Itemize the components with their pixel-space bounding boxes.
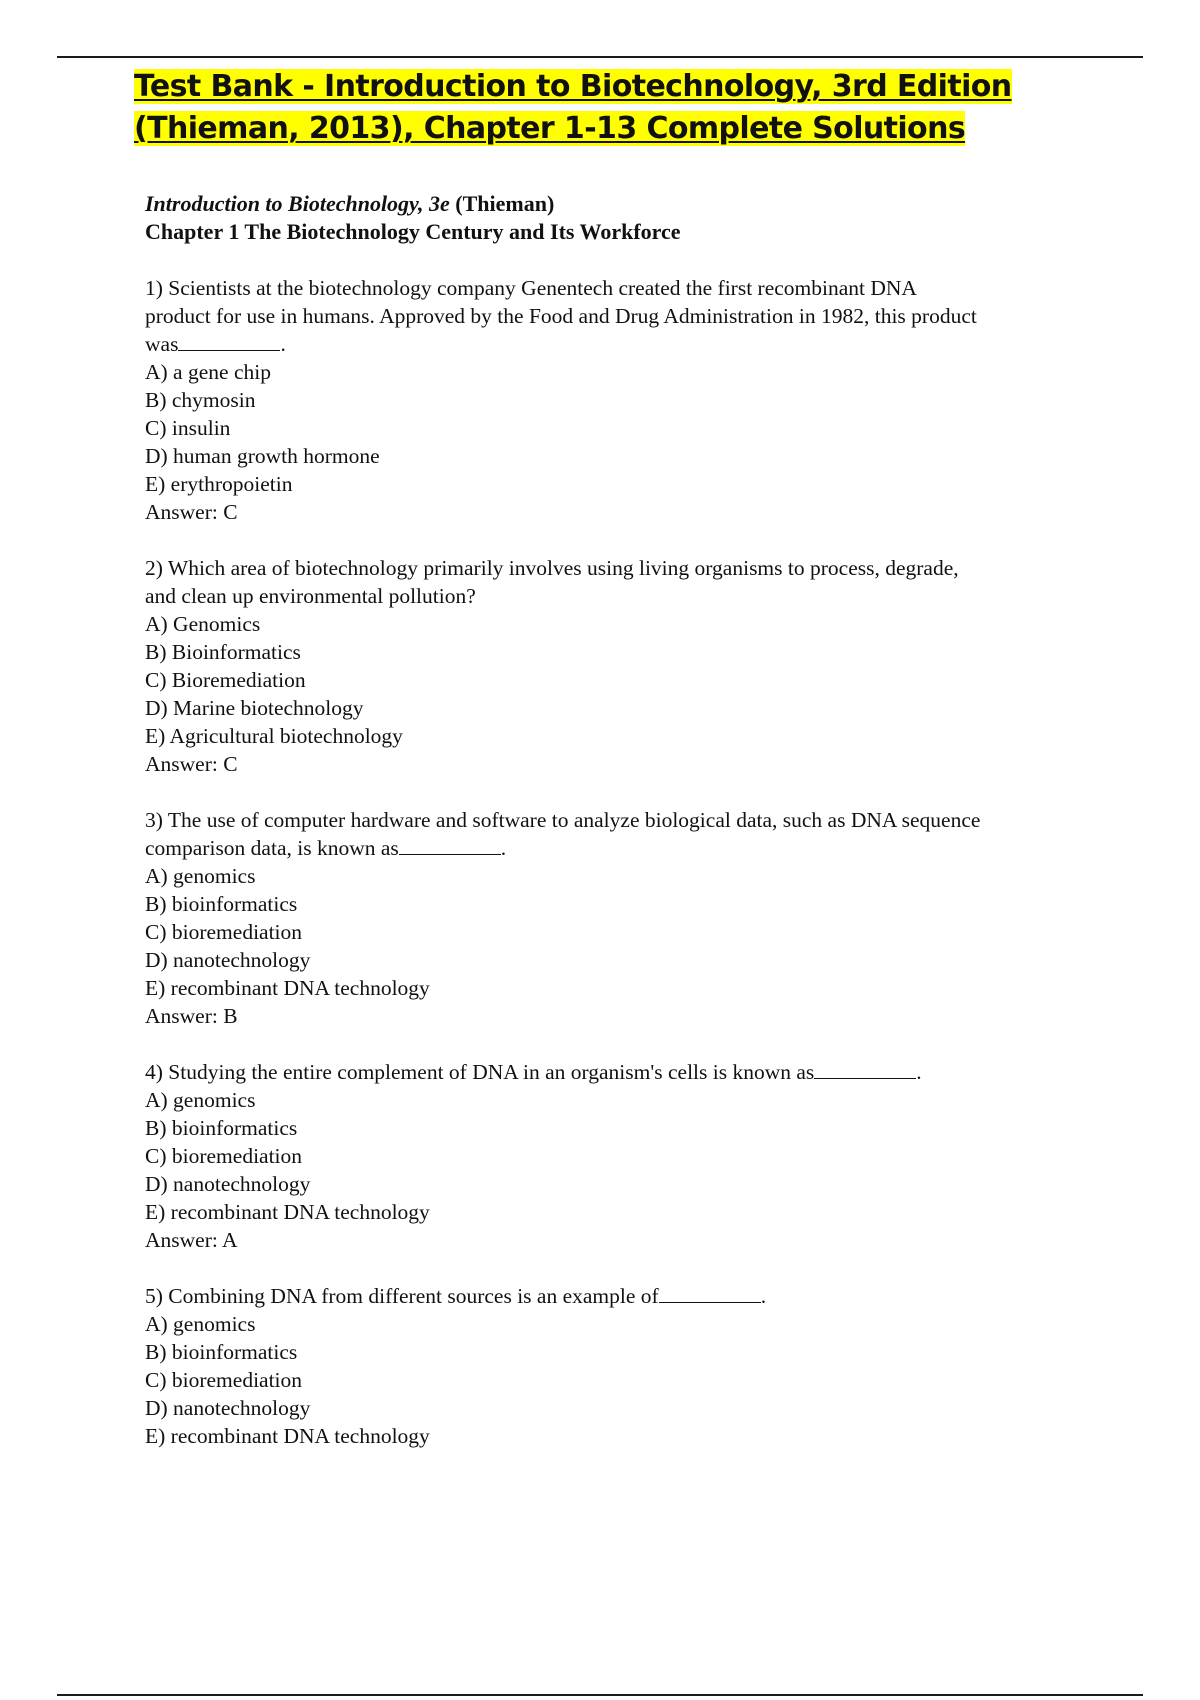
question-3 (145, 806, 1105, 1030)
book-author: (Thieman) (449, 191, 555, 216)
question-stem-line (145, 1282, 1105, 1310)
option-c: C) Bioremediation (145, 668, 306, 692)
top-rule (57, 56, 1143, 58)
question-5 (145, 1282, 1105, 1450)
option-a: A) genomics (145, 864, 256, 888)
title-line-2: (Thieman, 2013), Chapter 1-13 Complete Solutions (134, 111, 966, 146)
option-e: E) recombinant DNA technology (145, 1200, 430, 1224)
option-d: D) nanotechnology (145, 1172, 311, 1196)
answer-blank (178, 332, 280, 351)
option-e: E) erythropoietin (145, 472, 293, 496)
question-4 (145, 1058, 1105, 1254)
option-c: C) bioremediation (145, 1368, 303, 1392)
document-title (134, 66, 1134, 150)
question-stem-line: product for use in humans. Approved by the Food and Drug Administration in 1982, this product (145, 304, 977, 328)
option-a: A) a gene chip (145, 360, 271, 384)
question-stem-line (145, 1058, 1105, 1086)
option-b: B) Bioinformatics (145, 640, 301, 664)
question-1 (145, 274, 1105, 526)
answer-key: Answer: A (145, 1228, 238, 1252)
question-stem-line: 2) Which area of biotechnology primarily involves using living organisms to process, degrade, (145, 556, 959, 580)
option-a: A) Genomics (145, 612, 261, 636)
option-b: B) bioinformatics (145, 1116, 298, 1140)
question-stem-text: comparison data, is known as (145, 836, 399, 860)
question-stem-end: . (280, 332, 286, 356)
option-b: B) bioinformatics (145, 892, 298, 916)
option-a: A) genomics (145, 1088, 256, 1112)
document-body (145, 190, 1105, 1450)
option-b: B) chymosin (145, 388, 256, 412)
book-citation (145, 190, 1105, 218)
answer-blank (814, 1060, 916, 1079)
question-2 (145, 554, 1105, 778)
option-c: C) bioremediation (145, 920, 303, 944)
option-c: C) insulin (145, 416, 231, 440)
question-stem-end: . (500, 836, 507, 860)
answer-key: Answer: C (145, 752, 238, 776)
question-stem-end: . (916, 1060, 922, 1084)
question-stem-line: 3) The use of computer hardware and software to analyze biological data, such as DNA sequence (145, 808, 981, 832)
chapter-heading: Chapter 1 The Biotechnology Century and Its Workforce (145, 219, 681, 244)
question-stem-line: 1) Scientists at the biotechnology company Genentech created the first recombinant DNA (145, 276, 917, 300)
question-stem-text: was (145, 332, 179, 356)
option-d: D) nanotechnology (145, 1396, 311, 1420)
question-stem-text: 4) Studying the entire complement of DNA in an organism's cells is known as (145, 1060, 815, 1084)
option-d: D) Marine biotechnology (145, 696, 364, 720)
answer-blank (659, 1284, 761, 1303)
book-title: Introduction to Biotechnology, 3e (145, 191, 450, 216)
question-stem-line (145, 330, 1105, 358)
title-line-1: Test Bank - Introduction to Biotechnology, 3rd Edition (134, 69, 1012, 104)
option-d: D) human growth hormone (145, 444, 380, 468)
option-d: D) nanotechnology (145, 948, 311, 972)
answer-key: Answer: B (145, 1004, 238, 1028)
option-e: E) Agricultural biotechnology (145, 724, 403, 748)
question-stem-line (145, 834, 1105, 862)
option-c: C) bioremediation (145, 1144, 303, 1168)
answer-key: Answer: C (145, 500, 238, 524)
question-stem-end: . (760, 1284, 767, 1308)
option-e: E) recombinant DNA technology (145, 1424, 430, 1448)
question-stem-text: 5) Combining DNA from different sources is an example of (145, 1284, 659, 1308)
question-stem-line: and clean up environmental pollution? (145, 584, 476, 608)
bottom-rule (57, 1694, 1143, 1696)
option-b: B) bioinformatics (145, 1340, 298, 1364)
option-e: E) recombinant DNA technology (145, 976, 430, 1000)
option-a: A) genomics (145, 1312, 256, 1336)
answer-blank (399, 836, 501, 855)
